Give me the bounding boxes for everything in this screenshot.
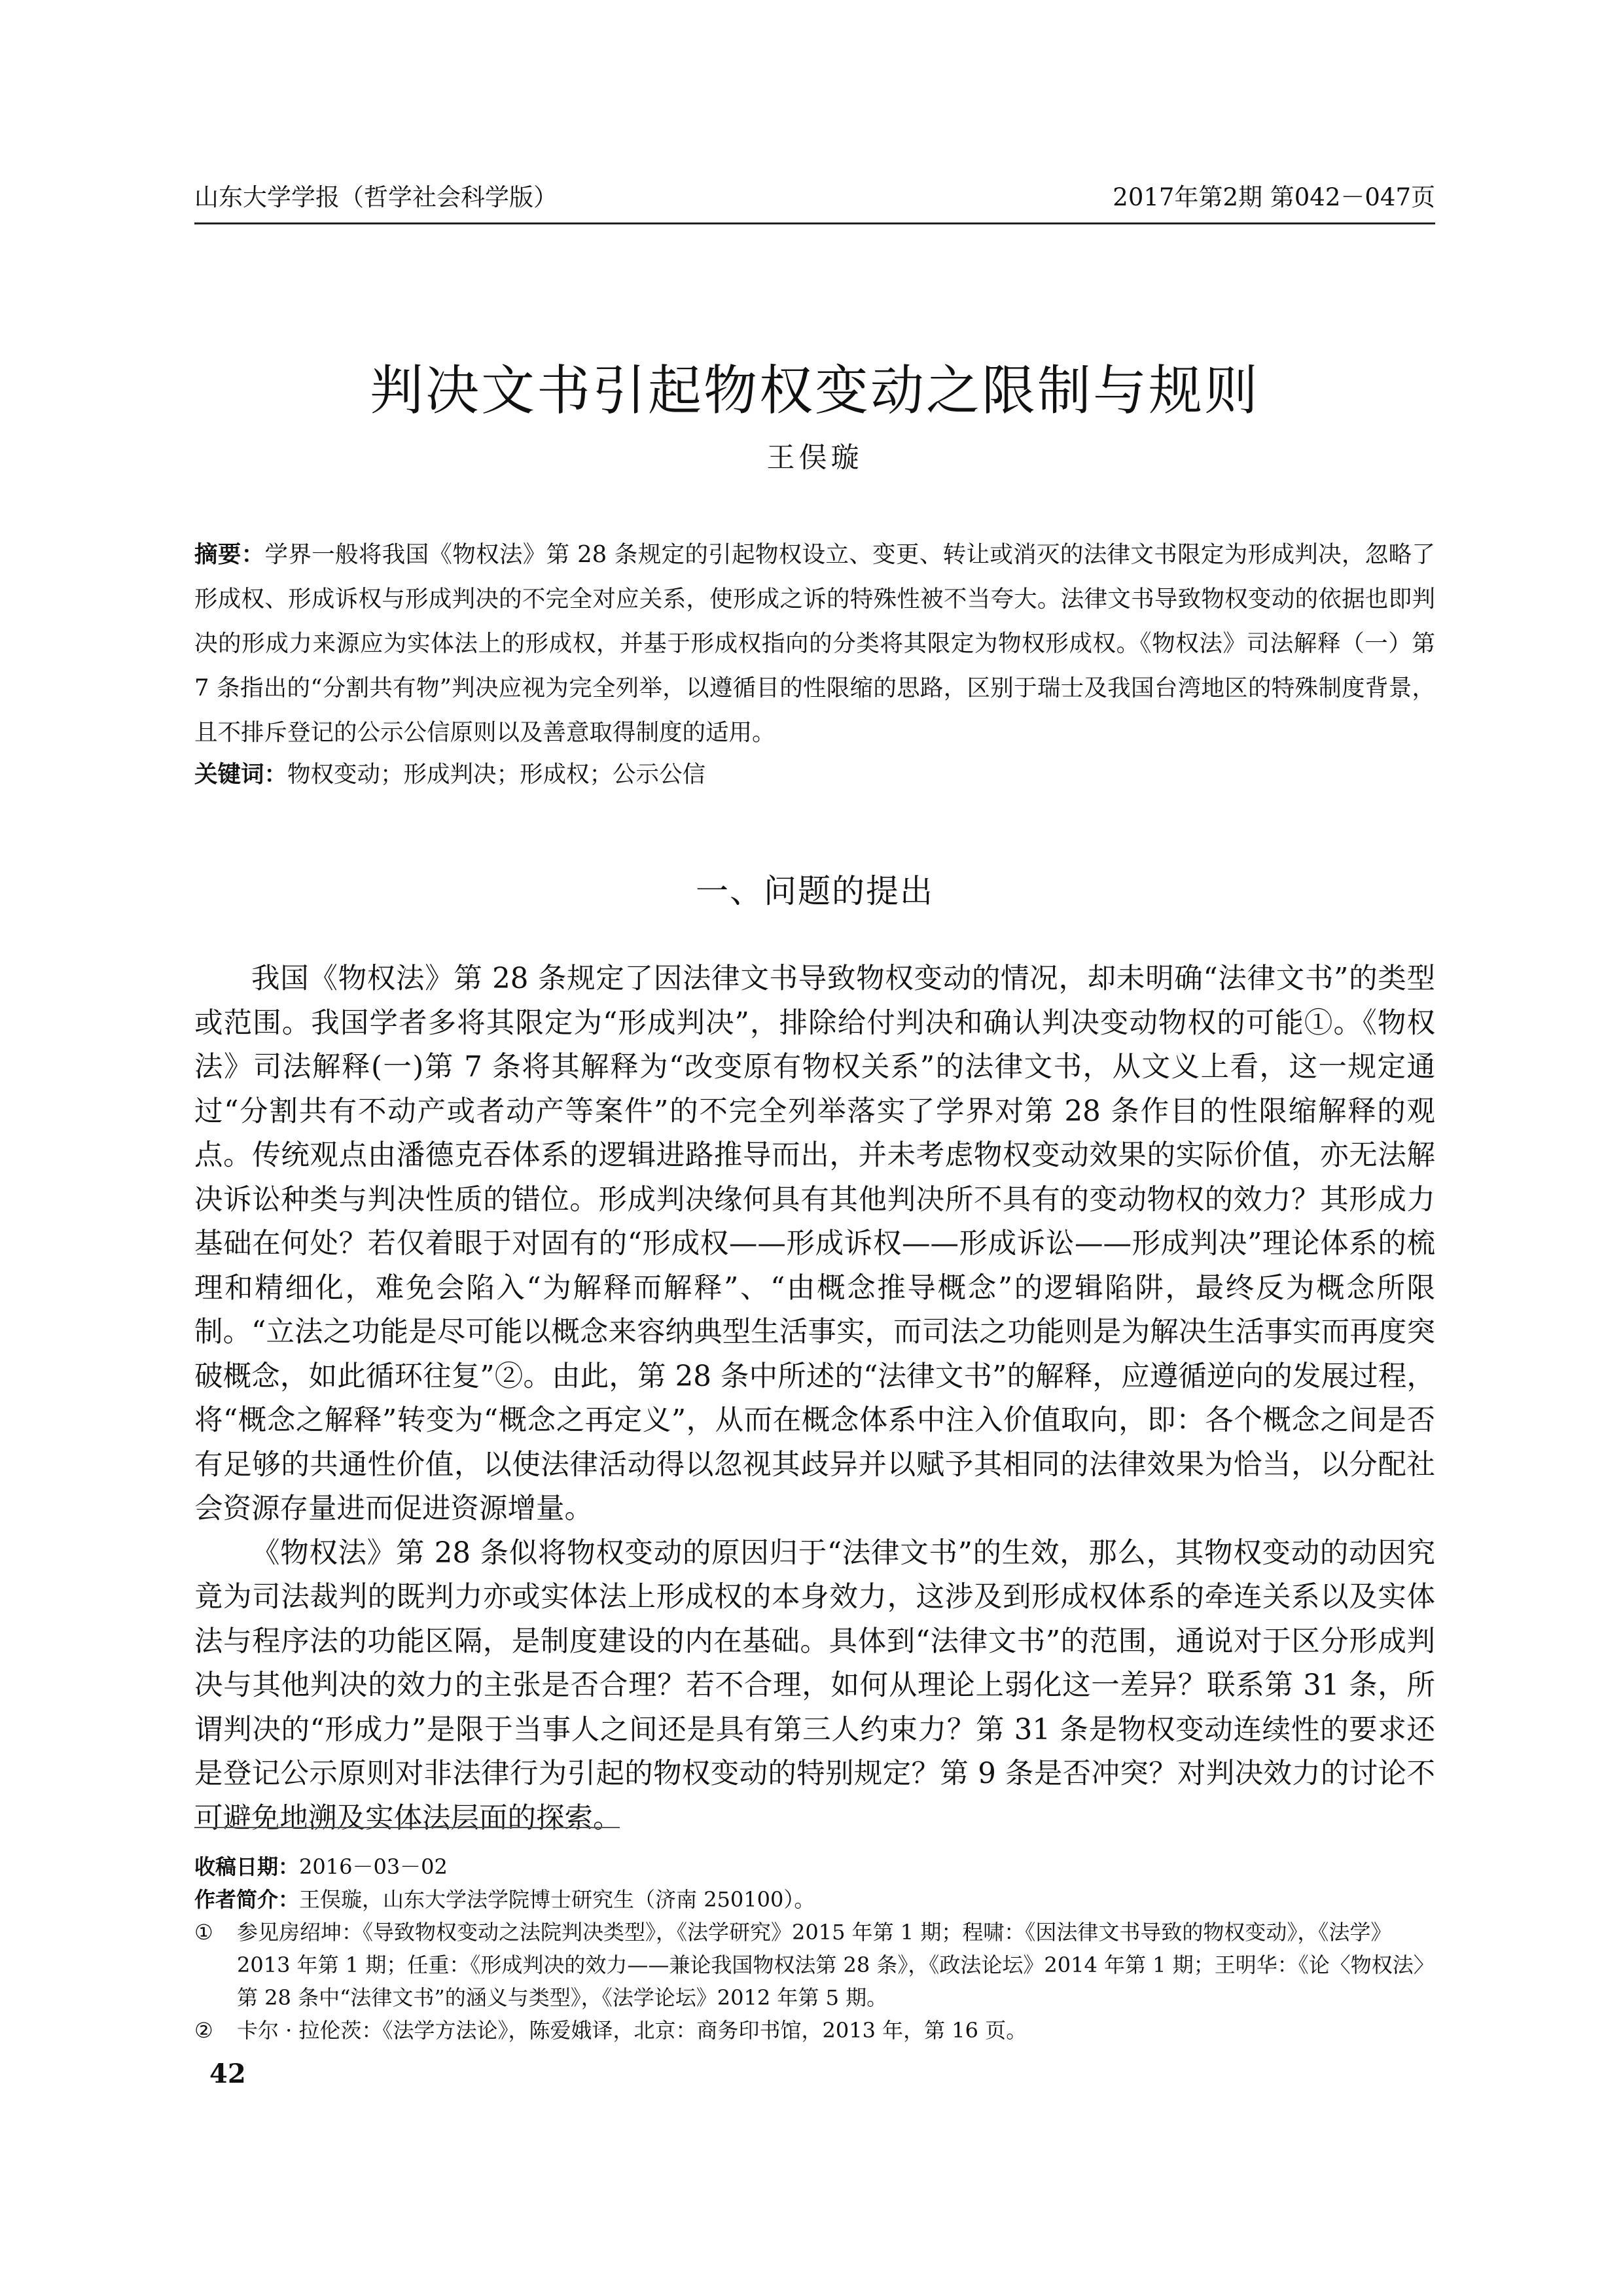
running-header [194,178,1435,217]
page-number: 42 [209,2058,246,2089]
author-info-label: 作者简介： [194,1887,300,1912]
keywords [194,752,1435,797]
article-title: 判决文书引起物权变动之限制与规则 [369,359,1260,422]
footnote-mark: ② [194,2018,213,2043]
paragraph: 我国《物权法》第 28 条规定了因法律文书导致物权变动的情况，却未明确“法律文书”的类型或范围。我国学者多将其限定为“形成判决”，排除给付判决和确认判决变动物权的可能①。《物权法》司法解释(一)第 7 条将其解释为“改变原有物权关系”的法律文书，从文义上看，这一规定通过“分割共有不动产或者动产等案件”的不完全列举落实了学界对第 28 条作目的性限缩解释的观点。传统观点由潘德克吞体系的逻辑进路推导而出，并未考虑物权变动效果的实际价值，亦无法解决诉讼种类与判决性质的错位。形成判决缘何具有其他判决所不具有的变动物权的效力？其形成力基础在何处？若仅着眼于对固有的“形成权——形成诉权——形成诉讼——形成判决”理论体系的梳理和精细化，难免会陷入“为解释而解释”、“由概念推导概念”的逻辑陷阱，最终反为概念所限制。“立法之功能是尽可能以概念来容纳典型生活事实，而司法之功能则是为解决生活事实而再度突破概念，如此循环往复”②。由此，第 28 条中所述的“法律文书”的解释，应遵循逆向的发展过程，将“概念之解释”转变为“概念之再定义”，从而在概念体系中注入价值取向，即：各个概念之间是否有足够的共通性价值，以使法律活动得以忽视其歧异并以赋予其相同的法律效果为恰当，以分配社会资源存量进而促进资源增量。 [194,963,1435,1525]
abstract-text: 学界一般将我国《物权法》第 28 条规定的引起物权设立、变更、转让或消灭的法律文书限定为形成判决，忽略了形成权、形成诉权与形成判决的不完全对应关系，使形成之诉的特殊性被不当夸大。法律文书导致物权变动的依据也即判决的形成力来源应为实体法上的形成权，并基于形成权指向的分类将其限定为物权形成权。《物权法》司法解释（一）第 7 条指出的“分割共有物”判决应视为完全列举，以遵循目的性限缩的思路，区别于瑞士及我国台湾地区的特殊制度背景，且不排斥登记的公示公信原则以及善意取得制度的适用。 [194,541,1435,746]
footnotes [194,1850,1435,2047]
abstract-label: 摘要： [194,541,265,568]
received-label: 收稿日期： [194,1854,300,1879]
section-heading: 一、问题的提出 [696,872,934,910]
footnote-text: 卡尔 · 拉伦茨：《法学方法论》，陈爱娥译，北京：商务印书馆，2013 年，第 16 页。 [237,2018,1027,2043]
keywords-text: 物权变动；形成判决；形成权；公示公信 [287,761,706,788]
received-value: 2016－03－02 [299,1854,448,1879]
footnote-text: 参见房绍坤：《导致物权变动之法院判决类型》，《法学研究》2015 年第 1 期；程啸：《因法律文书导致的物权变动》，《法学》2013 年第 1 期；任重：《形成判决的效力——兼论我国物权法第 28 条》，《政法论坛》2014 年第 1 期；王明华：《论〈物权法〉第 28 条中“法律文书”的涵义与类型》，《法学论坛》2012 年第 5 期。 [237,1920,1435,2010]
issue-info: 2017年第2期 第042－047页 [1113,183,1435,211]
author-info-value: 王俣璇，山东大学法学院博士研究生（济南 250100）。 [299,1887,815,1912]
footnote-mark: ① [194,1920,213,1945]
article-author: 王俣璇 [766,442,863,474]
journal-name: 山东大学学报（哲学社会科学版） [194,183,558,211]
footnote-rule [194,1827,620,1828]
author-info [194,1883,1435,1916]
paragraph: 《物权法》第 28 条似将物权变动的原因归于“法律文书”的生效，那么，其物权变动的动因究竟为司法裁判的既判力亦或实体法上形成权的本身效力，这涉及到形成权体系的牵连关系以及实体法与程序法的功能区隔，是制度建设的内在基础。具体到“法律文书”的范围，通说对于区分形成判决与其他判决的效力的主张是否合理？若不合理，如何从理论上弱化这一差异？联系第 31 条，所谓判决的“形成力”是限于当事人之间还是具有第三人约束力？第 31 条是物权变动连续性的要求还是登记公示原则对非法律行为引起的物权变动的特别规定？第 9 条是否冲突？对判决效力的讨论不可避免地溯及实体法层面的探索。 [194,1536,1435,1835]
footnote [194,1916,1435,2014]
keywords-label: 关键词： [194,761,288,788]
abstract [194,533,1435,755]
body-text [194,957,1435,1841]
footnote [194,2014,1435,2047]
received-date [194,1850,1435,1883]
header-rule [194,222,1435,224]
